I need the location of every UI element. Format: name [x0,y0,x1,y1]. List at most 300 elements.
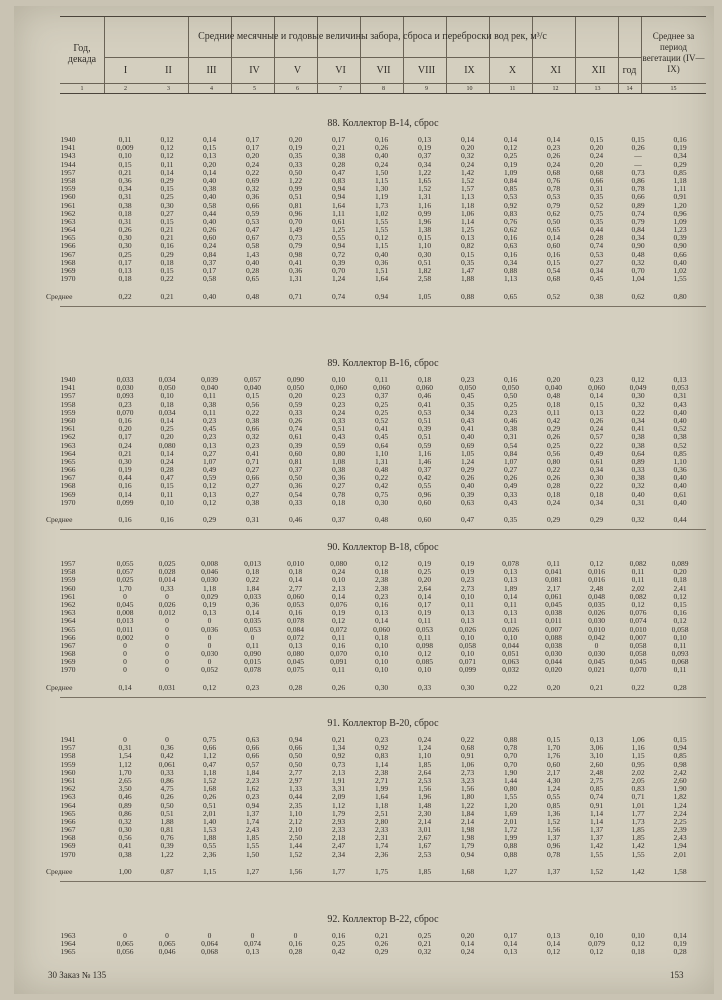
value-cell: 0,78 [503,743,518,753]
value-cell: 0,45 [202,424,217,434]
average-cell: 0,40 [202,291,217,301]
data-column [532,136,575,283]
value-cell: 0 [123,657,127,667]
value-cell: 0,38 [631,473,645,483]
value-cell: 0,69 [460,440,475,450]
value-cell: 0,14 [288,575,303,585]
value-cell: 0,099 [459,665,476,675]
value-cell: 0,039 [201,375,218,384]
value-cell: 0,40 [374,249,389,259]
value-cell: 0,24 [417,735,432,744]
value-cell: 0,082 [629,559,647,568]
data-column [575,376,618,507]
value-cell: 0,21 [160,233,174,243]
value-cell: 0,12 [331,616,346,626]
value-cell: 0,40 [673,257,687,267]
value-cell: 0,21 [417,939,432,949]
value-cell: 2,10 [288,825,303,835]
header-col-number: 5 [253,86,256,92]
value-cell: 0,071 [459,657,476,667]
value-cell: 0,030 [588,649,605,659]
value-cell: 0,49 [503,481,518,491]
value-cell: 0,42 [417,473,432,483]
value-cell: 0,18 [546,399,561,409]
value-cell: 0,34 [673,151,687,161]
value-cell: 0,79 [631,216,645,226]
header-col-number: 1 [80,86,84,92]
value-cell: 0,25 [160,192,174,202]
value-cell: 0,065 [158,939,176,949]
value-cell: 0,20 [589,159,604,169]
year-cell: 1964 [60,616,76,626]
value-cell: 0,26 [460,473,475,483]
value-cell: 0,23 [202,432,217,442]
value-cell: 0,70 [331,266,346,275]
value-cell: 0,22 [631,407,645,417]
value-cell: 4,75 [160,784,174,794]
value-cell: 0,093 [671,649,689,659]
value-cell: 0,23 [546,143,561,153]
value-cell: 1,07 [503,456,518,466]
value-cell: 0,32 [460,151,475,161]
value-cell: 0,11 [203,407,216,417]
value-cell: 0,008 [201,559,218,568]
value-cell: 0,050 [502,383,519,393]
value-cell: 0,85 [546,800,561,810]
value-cell: 2,18 [331,833,346,843]
year-cell: 1964 [60,448,76,458]
value-cell: 0,24 [331,567,346,577]
year-cell: 1957 [60,167,76,177]
year-cell: 1958 [60,567,76,577]
value-cell: 1,70 [118,583,132,593]
value-cell: 1,79 [331,808,346,818]
value-cell: 1,08 [331,456,346,466]
value-cell: 0,30 [118,456,132,466]
value-cell: 0,39 [288,440,303,450]
value-cell: 0,55 [331,233,346,243]
value-cell: 0,10 [160,497,174,507]
data-column [489,376,532,507]
value-cell: 1,70 [546,743,561,753]
value-cell: 2,38 [374,575,389,585]
value-cell: 2,24 [673,808,687,818]
value-cell: 1,22 [160,849,174,859]
value-cell: 0,007 [545,624,562,634]
value-cell: 0,25 [331,939,346,949]
value-cell: 0,66 [245,473,260,483]
average-cell: 1,85 [417,867,432,876]
value-cell: 0,060 [287,591,304,601]
value-cell: 0,016 [588,575,605,585]
value-cell: 2,53 [417,849,432,859]
value-cell: 0,74 [589,792,604,802]
data-column [618,736,658,859]
value-cell: 0,078 [244,665,261,675]
value-cell: 2,64 [417,583,432,593]
value-cell: 1,56 [460,784,475,794]
value-cell: 0,049 [629,383,647,393]
value-cell: 0,16 [374,599,389,609]
value-cell: 1,10 [374,448,389,458]
value-cell: 0,41 [631,424,645,434]
value-cell: 0,43 [503,497,518,507]
year-cell: 1961 [60,775,76,785]
value-cell: 0,084 [287,624,304,634]
value-cell: 0,12 [589,559,604,568]
value-cell: 0 [250,632,255,642]
value-cell: 1,02 [673,266,687,275]
value-cell: 1,37 [589,833,604,843]
value-cell: 0,098 [416,640,433,650]
section-divider [60,881,706,882]
value-cell: 0,88 [503,735,518,744]
value-cell: 2,23 [245,775,260,785]
value-cell: 0,002 [116,632,134,642]
value-cell: 0,40 [202,216,217,226]
value-cell: 1,24 [460,456,475,466]
value-cell: 0,10 [460,591,475,601]
value-cell: 0,060 [588,383,605,393]
value-cell: 2,01 [202,808,217,818]
value-cell: 0,29 [460,465,475,475]
value-cell: 0,016 [588,567,605,577]
value-cell: 0,070 [629,665,647,675]
value-cell: 0,15 [589,399,604,409]
value-cell: 1,62 [245,784,260,794]
value-cell: 0,70 [503,759,518,769]
value-cell: 0,50 [546,216,561,226]
value-cell: 0,12 [160,143,174,153]
value-cell: 0,34 [631,233,645,243]
average-cell: 0,48 [245,291,260,301]
value-cell: 0,59 [202,473,217,483]
value-cell: 0,058 [671,624,689,634]
value-cell: 0,57 [245,759,260,769]
data-column [403,736,446,859]
value-cell: 0,85 [673,448,687,458]
year-cell: 1960 [60,192,76,202]
value-cell: 0,13 [118,266,132,275]
data-column [575,136,618,283]
average-cell: 0,29 [589,515,604,525]
value-cell: 0,25 [160,424,174,434]
data-column [446,136,489,283]
data-column [104,136,146,283]
value-cell: 0,48 [546,391,561,401]
average-cell: 0,31 [245,515,260,525]
value-cell: 0,51 [331,424,346,434]
value-cell: 0,55 [546,792,561,802]
year-cell: 1966 [60,632,76,642]
value-cell: 0,38 [331,151,346,161]
value-cell: 0,20 [546,375,561,384]
value-cell: 0,078 [287,616,304,626]
value-cell: 0,52 [673,424,687,434]
document-page [14,6,714,994]
value-cell: 0 [165,632,169,642]
data-column [274,932,317,957]
value-cell: 0,14 [202,135,217,144]
data-column [660,560,700,675]
value-cell: 0,13 [202,489,217,499]
footer-left: 30 Заказ № 135 [48,970,107,980]
year-cell: 1968 [60,481,76,491]
value-cell: 1,65 [417,175,432,185]
value-cell: 0,85 [589,784,604,794]
year-cell: 1969 [60,841,76,851]
value-cell: 0,15 [160,266,174,275]
value-cell: 0,61 [288,432,303,442]
year-cell: 1969 [60,266,76,275]
value-cell: 1,82 [417,266,432,275]
value-cell: 1,18 [374,800,389,810]
value-cell: 0,38 [673,432,687,442]
value-cell: 0,41 [374,424,389,434]
value-cell: 1,51 [374,266,389,275]
value-cell: 0,23 [460,375,475,384]
average-cell: 0,21 [589,682,604,692]
value-cell: 0,82 [460,241,475,251]
value-cell: 0,030 [201,575,218,585]
value-cell: 0,16 [288,608,303,618]
value-cell: 0,10 [503,632,518,642]
value-cell: 0,36 [374,257,389,267]
header-col-number: 3 [167,86,170,92]
value-cell: 0,13 [374,608,389,618]
value-cell: 1,16 [417,448,432,458]
value-cell: 0,32 [245,184,260,194]
value-cell: 1,55 [503,792,518,802]
value-cell: 1,15 [631,751,645,761]
value-cell: 1,55 [374,216,389,226]
value-cell: 0,064 [201,939,218,949]
value-cell: 0,59 [288,399,303,409]
value-cell: 1,70 [118,767,132,777]
value-cell: 0,36 [673,465,687,475]
year-cell: 1943 [60,151,76,161]
value-cell: 0,75 [374,489,389,499]
value-cell: 0,010 [629,624,647,634]
value-cell: 0,032 [502,665,519,675]
year-column [48,932,88,957]
value-cell: 0,25 [546,440,561,450]
value-cell: 0,10 [160,391,174,401]
value-cell: 0,041 [545,567,562,577]
value-cell: 0,19 [417,143,432,153]
value-cell: 0,78 [546,184,561,194]
value-cell: 0,14 [546,939,561,949]
value-cell: 2,02 [631,583,645,593]
value-cell: 0,76 [503,216,518,226]
value-cell: 0,055 [116,559,134,568]
data-column [360,376,403,507]
year-cell: 1958 [60,175,76,185]
value-cell: 0,23 [503,407,518,417]
value-cell: 0,11 [118,135,132,144]
value-cell: 0,33 [160,583,174,593]
value-cell: 0,036 [201,624,218,634]
value-cell: 1,12 [118,759,132,769]
value-cell: 0,33 [288,159,303,169]
value-cell: 0,026 [158,599,176,609]
average-cell: 1,00 [118,867,132,876]
value-cell: 1,42 [631,841,645,851]
value-cell: 1,98 [460,833,475,843]
value-cell: 1,10 [288,808,303,818]
value-cell: 0,39 [160,841,174,851]
value-cell: 0,96 [546,841,561,851]
value-cell: 0,40 [673,473,687,483]
value-cell: 1,80 [460,792,475,802]
section-divider [60,529,706,530]
average-cell: 0,32 [631,515,645,525]
value-cell: 0,94 [673,743,687,753]
value-cell: 0,080 [287,649,304,659]
value-cell: 0,62 [503,225,518,235]
value-cell: 0,021 [588,665,605,675]
value-cell: 0,27 [160,208,174,218]
value-cell: 0,16 [503,375,518,384]
value-cell: 0,75 [589,208,604,218]
value-cell: 0,88 [503,266,518,275]
data-column [446,376,489,507]
value-cell: 0,35 [460,257,475,267]
value-cell: 1,20 [503,800,518,810]
value-cell: 0,12 [417,649,432,659]
value-cell: 0,39 [673,233,687,243]
header-month: II [165,65,172,76]
header-col-number: 11 [509,86,516,92]
year-cell: 1965 [60,947,76,957]
value-cell: 0,23 [331,399,346,409]
value-cell: 0,26 [374,143,389,153]
value-cell: 0,52 [589,200,604,210]
average-cell: 0,71 [288,291,303,301]
value-cell: 0,072 [330,624,347,634]
data-column [231,932,274,957]
value-cell: 2,36 [202,849,217,859]
data-column [489,932,532,957]
year-cell: 1965 [60,233,76,243]
value-cell: 0,79 [288,241,303,251]
value-cell: 0,26 [160,792,174,802]
value-cell: 0,20 [288,391,303,401]
year-cell: 1958 [60,399,76,409]
value-cell: 0,38 [245,415,260,425]
value-cell: 0,10 [460,632,475,642]
value-cell: 2,43 [245,825,260,835]
value-cell: 1,46 [417,456,432,466]
value-cell: 0,24 [331,407,346,417]
value-cell: 0,30 [631,391,645,401]
average-cell: 0,74 [331,291,346,301]
value-cell: 0,10 [374,640,389,650]
value-cell: 0,18 [118,208,132,218]
value-cell: 2,05 [631,775,645,785]
value-cell: 0,22 [460,735,475,744]
value-cell: 0,060 [330,383,347,393]
value-cell: 0 [165,591,169,601]
value-cell: 0,37 [417,151,432,161]
year-cell: 1959 [60,759,76,769]
value-cell: 1,67 [417,841,432,851]
value-cell: 1,37 [245,808,260,818]
value-cell: 0,21 [160,225,174,235]
value-cell: 0,32 [631,257,645,267]
value-cell: 0,18 [245,567,260,577]
data-column [618,560,658,675]
value-cell: 2,80 [374,816,389,826]
value-cell: 0,63 [460,497,475,507]
year-cell: 1970 [60,497,76,507]
value-cell: 0,15 [160,184,174,194]
year-cell: 1964 [60,225,76,235]
value-cell: 0,13 [503,608,518,618]
year-cell: 1970 [60,849,76,859]
value-cell: 1,55 [673,274,687,284]
value-cell: 0,36 [288,481,303,491]
value-cell: 1,84 [245,767,260,777]
value-cell: 0,20 [160,432,174,442]
value-cell: 1,06 [460,208,475,218]
value-cell: 0,11 [375,375,388,384]
data-column [188,376,231,507]
value-cell: 0,072 [287,632,304,642]
value-cell: 1,31 [417,192,432,202]
value-cell: 0,34 [460,407,475,417]
value-cell: 1,23 [673,225,687,235]
value-cell: 0,94 [331,184,346,194]
value-cell: 0,30 [118,241,132,251]
value-cell: 0,075 [287,665,304,675]
value-cell: 0,21 [331,735,346,744]
section-title: 91. Коллектор В-20, сброс [327,718,439,729]
section-title: 88. Коллектор В-14, сброс [327,118,439,129]
value-cell: 0 [123,735,127,744]
value-cell: 0,94 [245,800,260,810]
value-cell: 1,42 [460,167,475,177]
value-cell: 0,13 [589,735,604,744]
year-column [48,560,88,675]
year-cell: 1966 [60,816,76,826]
data-column [618,932,658,957]
data-column [317,932,360,957]
value-cell: 1,64 [374,792,389,802]
year-cell: 1962 [60,208,76,218]
value-cell: 0,12 [546,947,561,957]
value-cell: 0,046 [158,947,176,957]
value-cell: 0,045 [116,599,134,609]
value-cell: 0,13 [503,947,518,957]
year-cell: 1963 [60,792,76,802]
value-cell: 1,37 [589,825,604,835]
data-column [274,136,317,283]
value-cell: 0,38 [503,424,518,434]
value-cell: 0,070 [330,649,347,659]
value-cell: 1,31 [374,456,389,466]
value-cell: 0,38 [118,200,132,210]
value-cell: 0,11 [332,632,345,642]
value-cell: 2,64 [417,767,432,777]
header-month: VII [376,65,391,76]
value-cell: 0 [594,640,599,650]
value-cell: 0,052 [201,665,218,675]
value-cell: 2,41 [673,583,687,593]
value-cell: 0,19 [202,599,217,609]
value-cell: 1,18 [673,175,687,185]
value-cell: 1,42 [589,841,604,851]
